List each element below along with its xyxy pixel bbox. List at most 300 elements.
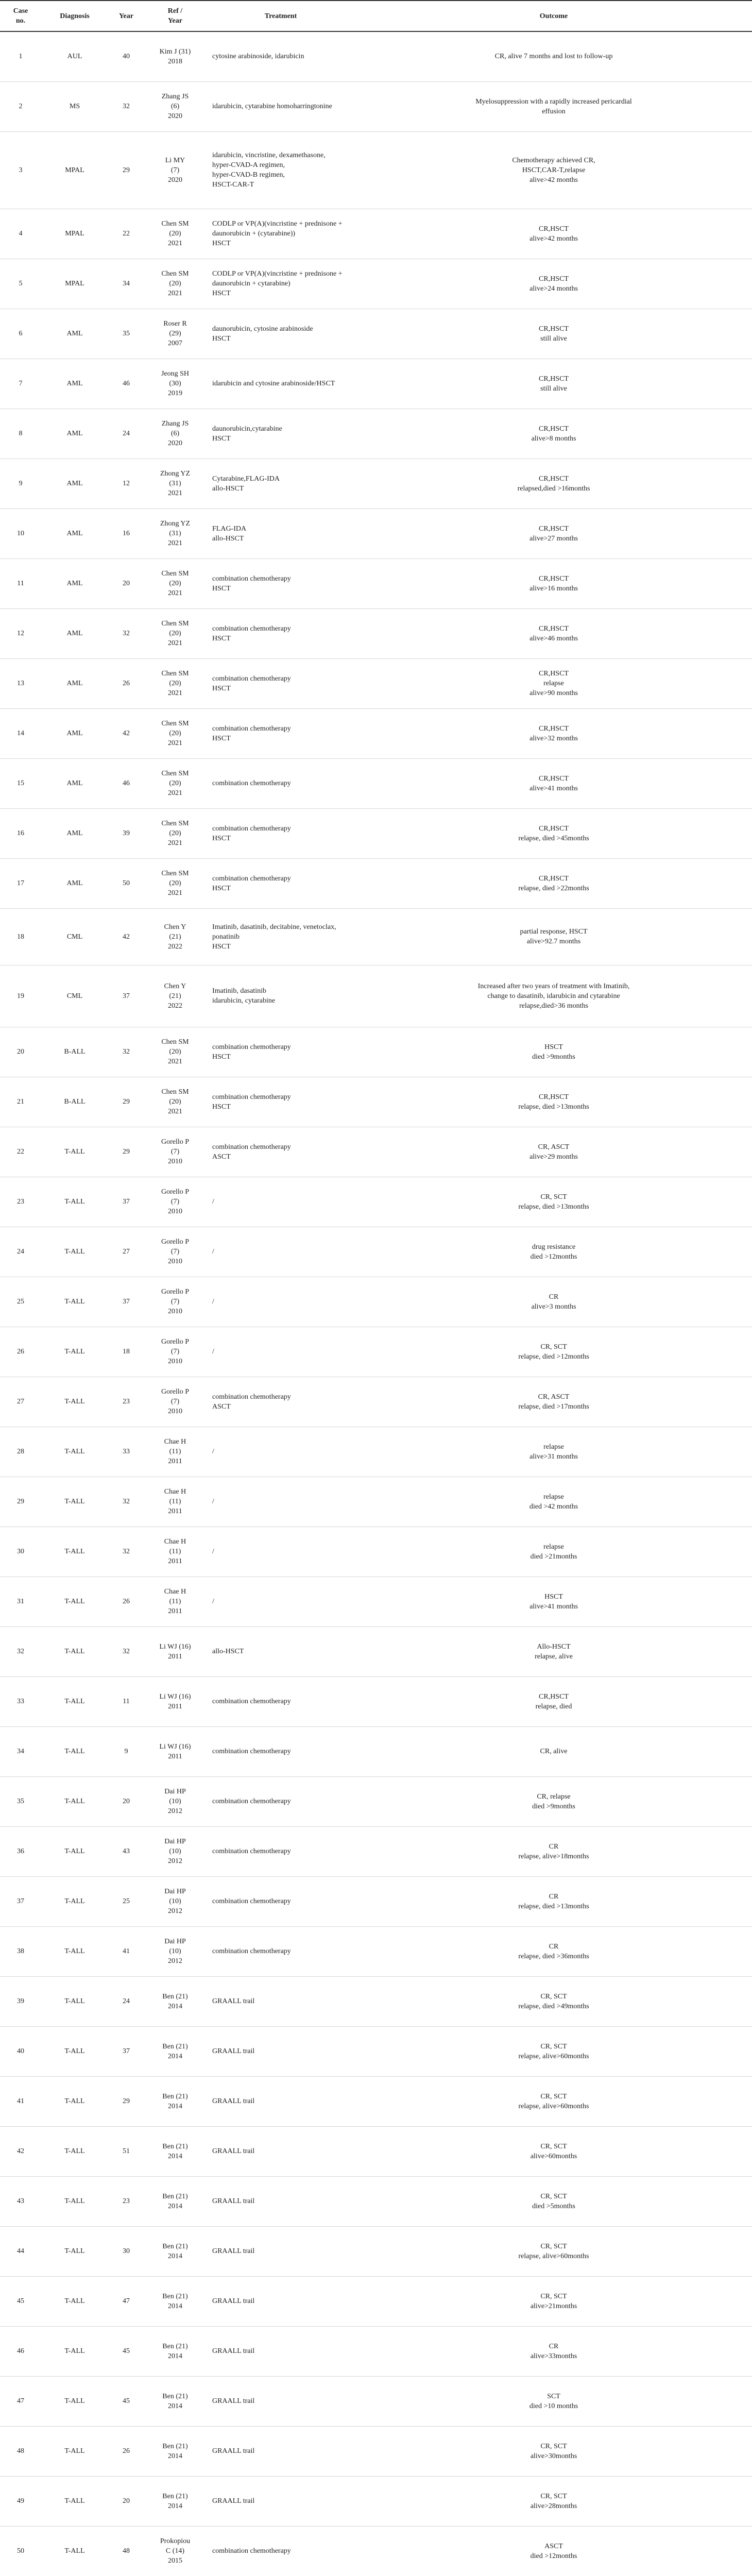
year-cell: 32 [108, 81, 144, 131]
treatment-line: hyper-CVAD-B regimen, [212, 171, 285, 179]
outcome-cell [355, 658, 752, 708]
ref-line: Chen SM [161, 1088, 189, 1096]
ref-cell [144, 459, 206, 509]
ref-line: Li MY [165, 156, 185, 164]
treatment-line: GRAALL trail [212, 2347, 255, 2355]
ref-line: 2021 [168, 240, 182, 247]
outcome-line: CR,HSCT [539, 425, 569, 433]
outcome-cell [355, 808, 752, 858]
case-no-cell: 45 [0, 2276, 41, 2326]
ref-line: 2021 [168, 739, 182, 747]
treatment-cell [206, 209, 355, 259]
year-cell: 9 [108, 1726, 144, 1776]
ref-line: (20) [169, 779, 181, 787]
table-row [0, 1327, 752, 1377]
table-row [0, 209, 752, 259]
outcome-line: CR,HSCT [539, 1692, 569, 1701]
outcome-line: CR, SCT [540, 2042, 567, 2050]
ref-line: Li WJ (16) [159, 1742, 191, 1751]
diagnosis-cell: T-ALL [41, 1227, 108, 1277]
diagnosis-cell: AML [41, 409, 108, 459]
treatment-cell [206, 1477, 355, 1527]
ref-line: 2021 [168, 789, 182, 797]
case-no-cell: 6 [0, 309, 41, 359]
outcome-line: relapsed,died >16months [517, 484, 590, 493]
treatment-line: / [212, 1598, 214, 1605]
case-no-cell: 19 [0, 965, 41, 1027]
outcome-line: alive>31 months [529, 1452, 578, 1461]
case-no-cell: 11 [0, 558, 41, 608]
case-no-cell: 29 [0, 1477, 41, 1527]
outcome-cell [355, 908, 752, 965]
outcome-cell [355, 2326, 752, 2376]
ref-line: 2014 [168, 2102, 182, 2110]
case-no-cell: 28 [0, 1427, 41, 1477]
year-cell: 20 [108, 2476, 144, 2526]
diagnosis-cell: T-ALL [41, 1577, 108, 1626]
treatment-line: CODLP or VP(A)(vincristine + prednisone + [212, 270, 343, 278]
treatment-line: HSCT [212, 334, 231, 343]
treatment-line: combination chemotherapy [212, 1393, 291, 1401]
outcome-line: alive>28months [530, 2502, 577, 2510]
ref-cell [144, 1926, 206, 1976]
case-no-cell: 40 [0, 2026, 41, 2076]
ref-line: Chen SM [161, 720, 189, 727]
treatment-line: daunorubicin + cytarabine) [212, 280, 290, 287]
ref-cell [144, 1377, 206, 1427]
diagnosis-cell: AML [41, 758, 108, 808]
case-no-cell: 49 [0, 2476, 41, 2526]
case-no-cell: 35 [0, 1776, 41, 1826]
treatment-cell [206, 758, 355, 808]
diagnosis-cell: T-ALL [41, 2326, 108, 2376]
ref-line: 2014 [168, 2402, 182, 2410]
outcome-cell [355, 1776, 752, 1826]
outcome-line: CR,HSCT [539, 670, 569, 677]
ref-cell [144, 1277, 206, 1327]
ref-line: 2014 [168, 2302, 182, 2310]
year-cell: 29 [108, 131, 144, 209]
outcome-cell [355, 459, 752, 509]
outcome-line: CR, SCT [540, 2192, 567, 2200]
outcome-line: relapse, died >13months [518, 1902, 589, 1910]
treatment-line: GRAALL trail [212, 2197, 255, 2205]
year-cell: 51 [108, 2126, 144, 2176]
case-no-cell: 38 [0, 1926, 41, 1976]
table-row [0, 2176, 752, 2226]
year-cell: 29 [108, 2076, 144, 2126]
outcome-cell [355, 1726, 752, 1776]
treatment-line: combination chemotherapy [212, 1748, 291, 1755]
ref-cell [144, 2426, 206, 2476]
outcome-line: alive>27 months [529, 534, 578, 543]
treatment-line: combination chemotherapy [212, 1143, 291, 1151]
treatment-cell [206, 965, 355, 1027]
outcome-line: died >9months [532, 1053, 575, 1061]
treatment-cell [206, 1676, 355, 1726]
ref-line: Chae H [164, 1538, 186, 1546]
outcome-line: died >10 months [529, 2402, 578, 2410]
ref-line: 2010 [168, 1208, 182, 1215]
ref-cell [144, 1127, 206, 1177]
year-cell: 26 [108, 1577, 144, 1626]
outcome-line: effusion [542, 107, 566, 115]
ref-line: 2018 [168, 57, 182, 65]
diagnosis-cell: AML [41, 608, 108, 658]
table-row [0, 1277, 752, 1327]
outcome-cell [355, 2226, 752, 2276]
case-no-cell: 39 [0, 1976, 41, 2026]
year-cell: 50 [108, 858, 144, 908]
treatment-line: combination chemotherapy [212, 1848, 291, 1855]
treatment-cell [206, 2476, 355, 2526]
table-row [0, 965, 752, 1027]
ref-line: Ben (21) [162, 2342, 188, 2350]
header-label: no. [15, 17, 26, 25]
table-row [0, 1377, 752, 1427]
outcome-line: relapse, died >12months [518, 1352, 589, 1361]
treatment-cell [206, 1127, 355, 1177]
case-no-cell: 31 [0, 1577, 41, 1626]
treatment-line: HSCT [212, 734, 231, 742]
ref-cell [144, 2126, 206, 2176]
ref-line: Ben (21) [162, 2242, 188, 2250]
ref-line: (7) [170, 1148, 180, 1156]
ref-cell [144, 31, 206, 81]
outcome-cell [355, 858, 752, 908]
year-cell: 46 [108, 359, 144, 409]
outcome-line: CR, SCT [540, 1343, 567, 1351]
outcome-cell [355, 1377, 752, 1427]
ref-line: 2020 [168, 439, 182, 447]
treatment-line: HSCT [212, 240, 231, 247]
treatment-cell [206, 1726, 355, 1776]
treatment-line: / [212, 1498, 214, 1505]
outcome-cell [355, 2076, 752, 2126]
table-row [0, 708, 752, 758]
ref-cell [144, 2326, 206, 2376]
year-cell: 33 [108, 1427, 144, 1477]
table-row [0, 1427, 752, 1477]
outcome-line: alive>42 months [529, 234, 578, 243]
ref-line: (10) [169, 1848, 181, 1855]
diagnosis-cell: T-ALL [41, 2376, 108, 2426]
outcome-line: CR,HSCT [539, 325, 569, 333]
treatment-cell [206, 908, 355, 965]
ref-line: 2010 [168, 1258, 182, 1265]
treatment-cell [206, 2226, 355, 2276]
ref-cell [144, 758, 206, 808]
ref-cell [144, 2026, 206, 2076]
outcome-line: drug resistance [532, 1243, 576, 1251]
case-no-cell: 18 [0, 908, 41, 965]
outcome-cell [355, 131, 752, 209]
outcome-line: CR,HSCT [539, 524, 569, 533]
outcome-cell [355, 81, 752, 131]
treatment-cell [206, 259, 355, 309]
treatment-line: daunorubicin + (cytarabine)) [212, 230, 296, 238]
treatment-line: HSCT [212, 684, 231, 692]
ref-line: (20) [169, 829, 181, 837]
case-no-cell: 50 [0, 2526, 41, 2576]
outcome-line: CR,HSCT [539, 574, 569, 583]
year-cell: 16 [108, 509, 144, 558]
treatment-cell [206, 1527, 355, 1577]
diagnosis-cell: AML [41, 858, 108, 908]
treatment-line: HSCT [212, 942, 231, 951]
ref-line: Chae H [164, 1488, 186, 1496]
ref-line: 2021 [168, 489, 182, 497]
year-cell: 32 [108, 1477, 144, 1527]
year-cell: 47 [108, 2276, 144, 2326]
ref-cell [144, 708, 206, 758]
ref-line: (20) [169, 680, 181, 687]
case-no-cell: 32 [0, 1626, 41, 1676]
treatment-line: ASCT [212, 1153, 231, 1161]
ref-line: 2011 [168, 1557, 182, 1565]
outcome-cell [355, 509, 752, 558]
ref-cell [144, 131, 206, 209]
diagnosis-cell: T-ALL [41, 1876, 108, 1926]
treatment-line: idarubicin, cytarabine homoharringtonine [212, 103, 332, 110]
ref-line: Gorello P [161, 1138, 190, 1146]
header-row [0, 1, 752, 31]
treatment-cell [206, 2126, 355, 2176]
outcome-cell [355, 409, 752, 459]
diagnosis-cell: T-ALL [41, 1926, 108, 1976]
ref-line: Chen SM [161, 670, 189, 677]
ref-line: (6) [170, 430, 180, 437]
outcome-cell [355, 1976, 752, 2026]
treatment-cell [206, 558, 355, 608]
outcome-line: CR, SCT [540, 2142, 567, 2150]
ref-cell [144, 2526, 206, 2576]
treatment-cell [206, 459, 355, 509]
ref-cell [144, 1077, 206, 1127]
year-cell: 43 [108, 1826, 144, 1876]
ref-line: 2012 [168, 1957, 182, 1965]
outcome-line: relapse, died >45months [518, 834, 589, 842]
outcome-line: CR, SCT [540, 2442, 567, 2450]
ref-line: 2010 [168, 1158, 182, 1165]
ref-line: 2021 [168, 1058, 182, 1065]
ref-line: Ben (21) [162, 2492, 188, 2500]
diagnosis-cell: T-ALL [41, 2026, 108, 2076]
ref-line: Gorello P [161, 1238, 190, 1246]
case-no-cell: 15 [0, 758, 41, 808]
ref-line: Dai HP [164, 1888, 186, 1895]
table-row [0, 1976, 752, 2026]
ref-line: (20) [169, 630, 181, 637]
treatment-cell [206, 1377, 355, 1427]
case-no-cell: 46 [0, 2326, 41, 2376]
outcome-line: relapse, alive>60months [518, 2102, 589, 2110]
ref-cell [144, 1227, 206, 1277]
ref-line: (20) [169, 879, 181, 887]
ref-line: Dai HP [164, 1838, 186, 1845]
ref-line: (31) [169, 480, 181, 487]
treatment-cell [206, 1926, 355, 1976]
ref-line: Roser R [163, 320, 187, 328]
ref-line: (11) [169, 1548, 181, 1555]
outcome-line: alive>30months [530, 2452, 577, 2460]
treatment-cell [206, 1626, 355, 1676]
table-row [0, 1477, 752, 1527]
ref-line: Ben (21) [162, 1992, 188, 2001]
case-no-cell: 22 [0, 1127, 41, 1177]
outcome-line: CR, SCT [540, 2242, 567, 2250]
year-cell: 41 [108, 1926, 144, 1976]
year-cell: 20 [108, 558, 144, 608]
table-row [0, 908, 752, 965]
header-label: Case [13, 7, 28, 15]
outcome-line: HSCT [544, 1592, 563, 1601]
table-header [0, 1, 752, 31]
ref-line: Chen SM [161, 570, 189, 578]
ref-line: 2021 [168, 639, 182, 647]
outcome-cell [355, 1327, 752, 1377]
diagnosis-cell: T-ALL [41, 2476, 108, 2526]
outcome-cell [355, 209, 752, 259]
ref-line: Gorello P [161, 1188, 190, 1196]
treatment-line: HSCT [212, 634, 231, 642]
treatment-cell [206, 2276, 355, 2326]
outcome-line: relapse [543, 1543, 564, 1551]
ref-line: Chen SM [161, 820, 189, 827]
year-cell: 29 [108, 1127, 144, 1177]
outcome-cell [355, 359, 752, 409]
outcome-cell [355, 259, 752, 309]
table-row [0, 259, 752, 309]
ref-line: 2014 [168, 2252, 182, 2260]
ref-cell [144, 1976, 206, 2026]
ref-line: 2014 [168, 2052, 182, 2060]
outcome-line: CR, SCT [540, 1193, 567, 1201]
ref-line: (20) [169, 280, 181, 287]
ref-cell [144, 1676, 206, 1726]
case-no-cell: 33 [0, 1676, 41, 1726]
ref-line: (10) [169, 1798, 181, 1805]
table-row [0, 2276, 752, 2326]
outcome-line: CR,HSCT [539, 874, 569, 883]
header-label: Ref / [167, 7, 183, 15]
case-no-cell: 12 [0, 608, 41, 658]
year-cell: 22 [108, 209, 144, 259]
outcome-line: alive>46 months [529, 634, 578, 642]
outcome-cell [355, 1277, 752, 1327]
outcome-cell [355, 31, 752, 81]
ref-line: Chen SM [161, 220, 189, 228]
ref-cell [144, 1427, 206, 1477]
outcome-cell [355, 1926, 752, 1976]
diagnosis-cell: MPAL [41, 209, 108, 259]
table-row [0, 359, 752, 409]
case-no-cell: 13 [0, 658, 41, 708]
diagnosis-cell: AML [41, 459, 108, 509]
header-label: Year [168, 17, 182, 25]
ref-line: 2007 [168, 340, 182, 347]
ref-line: 2011 [168, 1507, 182, 1515]
table-row [0, 309, 752, 359]
treatment-line: combination chemotherapy [212, 1698, 291, 1705]
ref-line: (11) [169, 1598, 181, 1605]
treatment-cell [206, 858, 355, 908]
outcome-cell [355, 2376, 752, 2426]
ref-line: Li WJ (16) [159, 1692, 191, 1701]
outcome-line: CR,HSCT [539, 225, 569, 233]
outcome-cell [355, 1077, 752, 1127]
ref-line: Ben (21) [162, 2442, 188, 2450]
year-cell: 32 [108, 608, 144, 658]
outcome-cell [355, 1127, 752, 1177]
ref-cell [144, 81, 206, 131]
treatment-line: cytosine arabinoside, idarubicin [212, 53, 304, 61]
ref-cell [144, 908, 206, 965]
treatment-cell [206, 1027, 355, 1077]
ref-cell [144, 608, 206, 658]
ref-line: (21) [169, 933, 181, 941]
diagnosis-cell: MPAL [41, 131, 108, 209]
outcome-line: partial response, HSCT [520, 928, 588, 936]
ref-line: Chen SM [161, 870, 189, 877]
treatment-cell [206, 309, 355, 359]
case-no-cell: 16 [0, 808, 41, 858]
ref-line: Chae H [164, 1438, 186, 1446]
diagnosis-cell: T-ALL [41, 1626, 108, 1676]
outcome-line: CR [549, 1892, 559, 1901]
treatment-cell [206, 509, 355, 558]
table-row [0, 509, 752, 558]
treatment-line: ASCT [212, 1402, 231, 1411]
ref-line: Li WJ (16) [159, 1642, 191, 1651]
diagnosis-cell: T-ALL [41, 2126, 108, 2176]
treatment-line: combination chemotherapy [212, 874, 291, 883]
ref-cell [144, 409, 206, 459]
table-row [0, 459, 752, 509]
ref-cell [144, 558, 206, 608]
treatment-cell [206, 2076, 355, 2126]
ref-line: (7) [170, 1198, 180, 1206]
diagnosis-cell: T-ALL [41, 2176, 108, 2226]
treatment-line: allo-HSCT [212, 534, 244, 543]
case-no-cell: 42 [0, 2126, 41, 2176]
ref-line: Ben (21) [162, 2392, 188, 2400]
diagnosis-cell: T-ALL [41, 1726, 108, 1776]
ref-cell [144, 658, 206, 708]
ref-line: 2012 [168, 1857, 182, 1865]
case-no-cell: 27 [0, 1377, 41, 1427]
case-no-cell: 8 [0, 409, 41, 459]
ref-line: Dai HP [164, 1938, 186, 1945]
ref-line: 2014 [168, 2352, 182, 2360]
ref-line: (10) [169, 1947, 181, 1955]
treatment-cell [206, 1826, 355, 1876]
year-cell: 46 [108, 758, 144, 808]
outcome-line: relapse, died >22months [518, 884, 589, 892]
treatment-line: GRAALL trail [212, 2047, 255, 2055]
table-row [0, 2426, 752, 2476]
case-no-cell: 17 [0, 858, 41, 908]
ref-line: Ben (21) [162, 2292, 188, 2300]
diagnosis-cell: AML [41, 509, 108, 558]
outcome-line: HSCT [544, 1043, 563, 1051]
year-cell: 11 [108, 1676, 144, 1726]
treatment-line: idarubicin and cytosine arabinoside/HSCT [212, 380, 335, 387]
ref-line: 2021 [168, 689, 182, 697]
ref-line: (10) [169, 1897, 181, 1905]
treatment-cell [206, 708, 355, 758]
ref-line: (29) [169, 330, 181, 337]
